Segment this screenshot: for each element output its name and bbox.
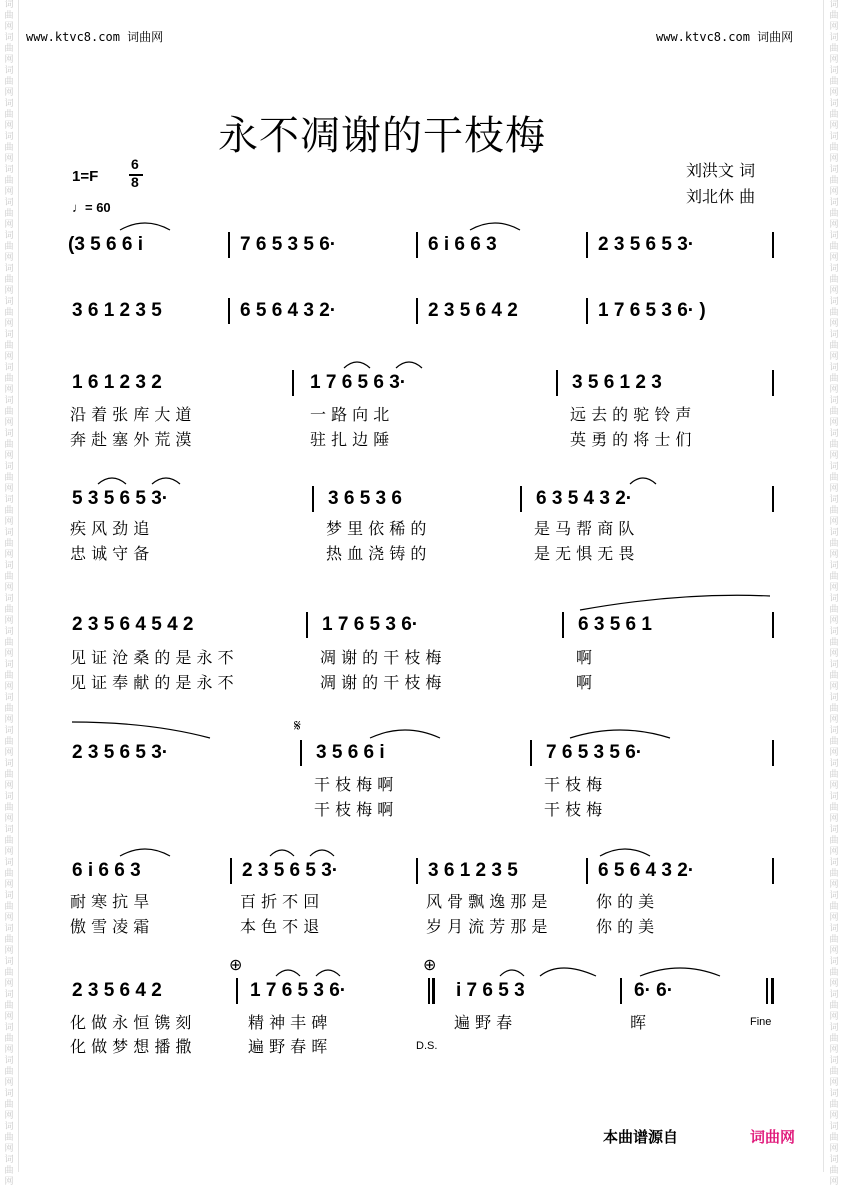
lyrics-7-4-v1: 你 的 美 (596, 892, 655, 911)
lyrics-4-2-v1: 梦 里 依 稀 的 (326, 519, 427, 538)
lyrics-7-1-v1: 耐 寒 抗 旱 (70, 892, 150, 911)
lyrics-5-2-v2: 凋 谢 的 干 枝 梅 (320, 673, 442, 692)
lyrics-8-4-v1: 晖 (630, 1013, 647, 1032)
lyrics-7-3-v1: 风 骨 飘 逸 那 是 (426, 892, 548, 911)
lyrics-4-3-v1: 是 马 帮 商 队 (534, 519, 635, 538)
lyrics-5-3-v1: 啊 (576, 648, 593, 667)
song-title: 永不凋谢的干枝梅 (218, 113, 546, 159)
measure-4-3: 6 3 5 4 3 2· (536, 488, 633, 509)
measure-2-3: 2 3 5 6 4 2 (428, 300, 518, 321)
phrase-slur (72, 722, 210, 738)
measure-5-3: 6 3 5 6 1 (578, 614, 652, 635)
slur (540, 968, 596, 976)
coda-mark-2: ⊕ (423, 955, 437, 974)
footer-brand-logo[interactable]: 词曲网 (750, 1128, 796, 1146)
slur (640, 968, 720, 976)
segno-mark: 𝄋 (294, 716, 301, 735)
measure-3-3: 3 5 6 1 2 3 (572, 372, 662, 393)
lyrics-7-1-v2: 傲 雪 凌 霜 (70, 917, 150, 936)
measure-8-2: 1 7 6 5 3 6· (250, 980, 347, 1001)
slur (630, 478, 656, 484)
lyrics-5-2-v1: 凋 谢 的 干 枝 梅 (320, 648, 442, 667)
lyrics-6-2-v2: 干 枝 梅 啊 (314, 800, 394, 819)
lyrics-4-1-v2: 忠 诚 守 备 (70, 544, 150, 563)
lyrics-8-1-v1: 化 做 永 恒 镌 刻 (70, 1013, 192, 1032)
measure-1-4: 2 3 5 6 5 3· (598, 234, 695, 255)
slur (98, 478, 126, 484)
measure-5-2: 1 7 6 5 3 6· (322, 614, 419, 635)
measure-7-2: 2 3 5 6 5 3· (242, 860, 339, 881)
site-url-right[interactable]: www.ktvc8.com 词曲网 (656, 30, 794, 44)
left-watermark-strip: 词曲网词曲网词曲网词曲网词曲网词曲网词曲网词曲网词曲网词曲网词曲网词曲网词曲网词曲网词曲网词曲网词曲网词曲网词曲网词曲网词曲网词曲网词曲网词曲网词曲网词曲网词曲网词曲网词曲网词曲网词曲网词曲网词曲网词曲网词曲网词曲网 (4, 0, 14, 1187)
phrase-slur (580, 595, 770, 610)
lyrics-3-3-v1: 远 去 的 驼 铃 声 (570, 405, 692, 424)
lyrics-5-1-v2: 见 证 奉 献 的 是 永 不 (70, 673, 234, 692)
measure-1-2: 7 6 5 3 5 6· (240, 234, 337, 255)
measure-1-1: (3 5 6 6 i (68, 234, 143, 255)
ds-mark: D.S. (416, 1040, 438, 1052)
lyrics-5-3-v2: 啊 (576, 673, 593, 692)
time-signature-top: 6 (131, 156, 139, 172)
lyrics-7-3-v2: 岁 月 流 芳 那 是 (426, 917, 548, 936)
measure-6-1: 2 3 5 6 5 3· (72, 742, 169, 763)
measure-6-3: 7 6 5 3 5 6· (546, 742, 643, 763)
measure-8-3: i 7 6 5 3 (456, 980, 525, 1001)
lyrics-3-3-v2: 英 勇 的 将 士 们 (570, 430, 692, 449)
lyrics-3-1-v1: 沿 着 张 库 大 道 (70, 405, 192, 424)
lyricist-credit: 刘洪文 词 (686, 161, 756, 180)
lyrics-4-1-v1: 疾 风 劲 追 (70, 519, 150, 538)
lyrics-3-2-v2: 驻 扎 边 陲 (310, 430, 390, 449)
measure-2-1: 3 6 1 2 3 5 (72, 300, 162, 321)
measure-2-2: 6 5 6 4 3 2· (240, 300, 337, 321)
footer-source-label: 本曲谱源自 (603, 1128, 679, 1146)
key-signature: 1=F (72, 168, 99, 185)
measure-4-2: 3 6 5 3 6 (328, 488, 402, 509)
slur (500, 970, 524, 976)
slur (600, 849, 650, 856)
slur (570, 730, 670, 738)
lyrics-3-1-v2: 奔 赴 塞 外 荒 漠 (70, 430, 192, 449)
time-signature-bottom: 8 (131, 174, 139, 190)
coda-mark-1: ⊕ (229, 955, 243, 974)
lyrics-7-4-v2: 你 的 美 (596, 917, 655, 936)
slur (310, 850, 334, 856)
measure-7-3: 3 6 1 2 3 5 (428, 860, 518, 881)
composer-credit: 刘北休 曲 (686, 187, 756, 206)
slur (316, 970, 340, 976)
slur (276, 970, 300, 976)
measure-8-1: 2 3 5 6 4 2 (72, 980, 162, 1001)
lyrics-3-2-v1: 一 路 向 北 (310, 405, 390, 424)
lyrics-4-3-v2: 是 无 惧 无 畏 (534, 544, 635, 563)
slur (370, 730, 440, 738)
lyrics-6-2-v1: 干 枝 梅 啊 (314, 775, 394, 794)
measure-8-4: 6· 6· (634, 980, 674, 1001)
lyrics-6-3-v2: 干 枝 梅 (544, 800, 603, 819)
site-url-left[interactable]: www.ktvc8.com 词曲网 (26, 30, 164, 44)
lyrics-4-2-v2: 热 血 浇 铸 的 (326, 544, 427, 563)
lyrics-5-1-v1: 见 证 沧 桑 的 是 永 不 (70, 648, 234, 667)
slur (120, 223, 170, 230)
slur (344, 362, 370, 368)
right-watermark-strip: 词曲网词曲网词曲网词曲网词曲网词曲网词曲网词曲网词曲网词曲网词曲网词曲网词曲网词曲网词曲网词曲网词曲网词曲网词曲网词曲网词曲网词曲网词曲网词曲网词曲网词曲网词曲网词曲网词曲网词曲网词曲网词曲网词曲网词曲网词曲网词曲网 (829, 0, 839, 1187)
slur (152, 478, 180, 484)
slur (470, 223, 520, 230)
slur (120, 849, 170, 856)
lyrics-8-2-v1: 精 神 丰 碑 (248, 1013, 328, 1032)
lyrics-7-2-v2: 本 色 不 退 (240, 917, 320, 936)
tempo-marking: ♩= 60 (72, 200, 111, 215)
fine-mark: Fine (750, 1016, 772, 1028)
slur (396, 362, 422, 368)
measure-3-2: 1 7 6 5 6 3· (310, 372, 407, 393)
measure-7-4: 6 5 6 4 3 2· (598, 860, 695, 881)
measure-3-1: 1 6 1 2 3 2 (72, 372, 162, 393)
measure-6-2: 3 5 6 6 i (316, 742, 385, 763)
measure-1-3: 6 i 6 6 3 (428, 234, 497, 255)
lyrics-6-3-v1: 干 枝 梅 (544, 775, 603, 794)
measure-4-1: 5 3 5 6 5 3· (72, 488, 169, 509)
measure-5-1: 2 3 5 6 4 5 4 2 (72, 614, 194, 635)
lyrics-8-2-v2: 遍 野 春 晖 (248, 1037, 328, 1056)
lyrics-8-1-v2: 化 做 梦 想 播 撒 (70, 1037, 192, 1056)
measure-2-4: 1 7 6 5 3 6· ) (598, 300, 706, 321)
lyrics-8-3-v1: 遍 野 春 (454, 1013, 513, 1032)
slur (270, 850, 294, 856)
lyrics-7-2-v1: 百 折 不 回 (240, 892, 320, 911)
measure-7-1: 6 i 6 6 3 (72, 860, 141, 881)
